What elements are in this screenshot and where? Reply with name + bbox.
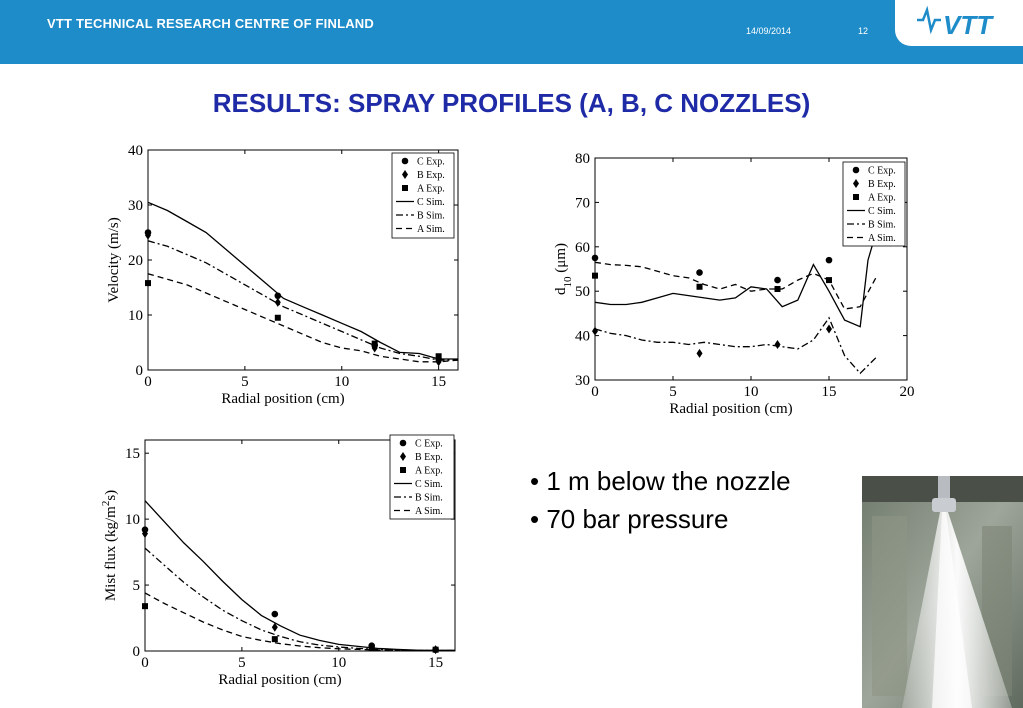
legend-label: B Sim. xyxy=(868,219,896,231)
x-axis-label: Radial position (cm) xyxy=(221,391,345,407)
legend-label: A Exp. xyxy=(415,465,443,477)
legend-label: C Exp. xyxy=(415,438,443,450)
y-axis-label: Velocity (m/s) xyxy=(106,217,122,303)
x-tick-label: 0 xyxy=(591,384,599,400)
vtt-logo xyxy=(895,0,1023,46)
series-line-a-sim xyxy=(595,262,876,309)
legend-label: C Sim. xyxy=(415,479,443,490)
y-tick-label: 40 xyxy=(128,143,143,159)
y-tick-label: 0 xyxy=(132,644,140,660)
y-tick-label: 15 xyxy=(125,446,140,463)
velocity-chart xyxy=(100,138,470,418)
legend-label: B Exp. xyxy=(417,170,445,181)
slide-header xyxy=(0,0,1023,64)
x-tick-label: 0 xyxy=(144,374,152,390)
page-number: 12 xyxy=(858,26,869,36)
bullet-item: • 70 bar pressure xyxy=(530,504,729,534)
data-point-square xyxy=(592,273,598,279)
data-point-diamond xyxy=(775,340,781,349)
vtt-logo-icon xyxy=(895,0,1023,46)
legend-marker-swatch xyxy=(402,185,408,191)
legend-marker-swatch xyxy=(853,194,859,200)
y-tick-label: 80 xyxy=(575,151,590,167)
series-line-c-sim xyxy=(595,234,876,327)
data-point-circle xyxy=(272,611,279,618)
y-tick-label: 30 xyxy=(128,198,143,214)
data-point-circle xyxy=(592,255,599,262)
x-tick-label: 5 xyxy=(238,655,246,671)
legend-label: B Exp. xyxy=(415,452,443,463)
series-line-b-sim xyxy=(148,241,458,360)
data-point-circle xyxy=(696,269,703,276)
bullet-item: • 1 m below the nozzle xyxy=(530,466,791,496)
data-point-circle xyxy=(826,257,833,264)
y-axis-label: Mist flux $(kg/m^2s)$ xyxy=(100,489,119,602)
y-tick-label: 70 xyxy=(575,195,590,212)
x-axis-label: Radial position (cm) xyxy=(218,672,342,688)
legend-label: C Exp. xyxy=(868,165,896,177)
data-point-square xyxy=(275,315,281,321)
series-line-a-sim xyxy=(148,274,458,362)
legend-label: B Sim. xyxy=(417,210,445,222)
x-tick-label: 10 xyxy=(743,384,759,400)
bullet-list xyxy=(530,462,791,538)
legend-label: C Sim. xyxy=(417,197,445,208)
legend-label: A Sim. xyxy=(868,233,896,244)
logo-text: VTT xyxy=(943,10,993,40)
data-point-square xyxy=(272,636,278,642)
legend-label: A Exp. xyxy=(868,192,896,204)
legend-label: A Exp. xyxy=(417,183,445,195)
legend-marker-swatch xyxy=(402,158,409,165)
x-tick-label: 10 xyxy=(334,374,350,390)
data-point-diamond xyxy=(592,327,598,336)
x-axis-label: Radial position (cm) xyxy=(669,401,793,417)
data-point-diamond xyxy=(275,298,281,307)
x-tick-label: 20 xyxy=(899,384,915,400)
slide-title: RESULTS: SPRAY PROFILES (A, B, C NOZZLES) xyxy=(212,88,811,118)
legend-label: A Sim. xyxy=(415,506,443,517)
legend-label: A Sim. xyxy=(417,224,445,235)
legend-marker-swatch xyxy=(400,467,406,473)
mist-flux-chart xyxy=(100,428,470,703)
y-tick-label: 50 xyxy=(575,284,590,301)
legend-marker-swatch xyxy=(400,440,407,447)
legend-label: C Exp. xyxy=(417,156,445,168)
diameter-chart xyxy=(535,148,925,423)
spray-nozzle-photo xyxy=(862,476,1023,708)
x-tick-label: 15 xyxy=(431,374,447,390)
data-point-square xyxy=(142,603,148,609)
x-tick-label: 0 xyxy=(141,655,149,671)
organization-name: VTT TECHNICAL RESEARCH CENTRE OF FINLAND xyxy=(47,16,374,31)
x-tick-label: 15 xyxy=(428,655,444,671)
y-tick-label: 5 xyxy=(132,578,140,595)
y-tick-label: 10 xyxy=(128,308,143,324)
y-axis-label: $d_{10}$ (μm) xyxy=(553,243,574,295)
legend-label: C Sim. xyxy=(868,206,896,217)
y-tick-label: 10 xyxy=(125,512,140,529)
data-point-square xyxy=(697,284,703,290)
y-tick-label: 20 xyxy=(128,253,143,269)
y-tick-label: 30 xyxy=(575,373,590,389)
x-tick-label: 5 xyxy=(669,384,677,400)
x-tick-label: 15 xyxy=(821,384,837,400)
series-line-c-sim xyxy=(145,501,455,651)
y-tick-label: 60 xyxy=(575,239,590,256)
slide-date: 14/09/2014 xyxy=(746,26,792,36)
y-tick-label: 40 xyxy=(575,328,590,345)
legend-marker-swatch xyxy=(853,167,860,174)
y-tick-label: 0 xyxy=(135,363,143,379)
legend-label: B Exp. xyxy=(868,179,896,190)
data-point-square xyxy=(145,280,151,286)
legend-label: B Sim. xyxy=(415,492,443,504)
x-tick-label: 10 xyxy=(331,655,347,671)
data-point-diamond xyxy=(826,324,832,333)
data-point-circle xyxy=(774,277,781,284)
data-point-diamond xyxy=(697,349,703,358)
series-line-b-sim xyxy=(595,318,876,374)
x-tick-label: 5 xyxy=(241,374,249,390)
